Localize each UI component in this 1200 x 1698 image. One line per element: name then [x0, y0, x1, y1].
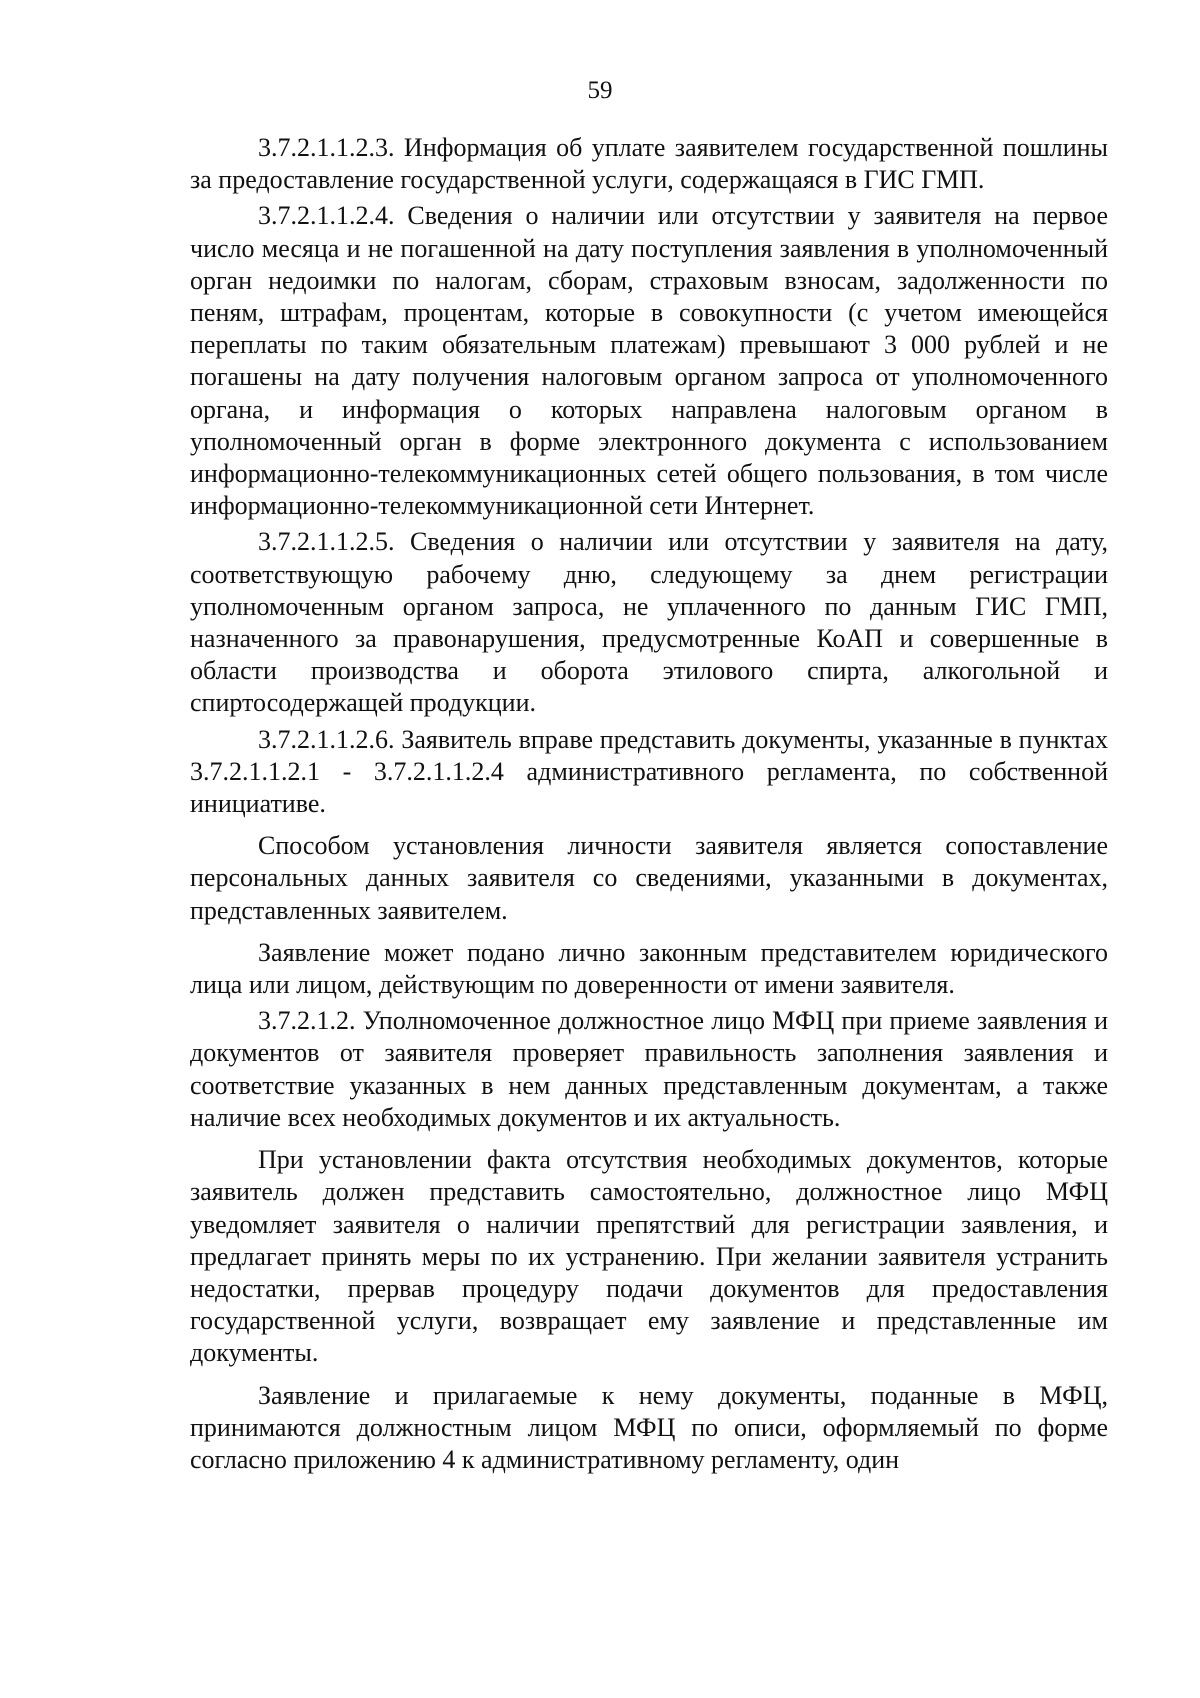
paragraph-identity-verification: Способом установления личности заявителя является сопоставление персональных данных заявителя со сведениями, указанными в документах, представленных заявителем. [190, 831, 1108, 925]
paragraph-3-7-2-1-1-2-5: 3.7.2.1.1.2.5. Сведения о наличии или отсутствии у заявителя на дату, соответствующую рабочему дню, следующему за днем регистрации уполномоченным органом запроса, не уплаченного по данным ГИС ГМП, назначенного за правонарушения, предусмотренные КоАП и совершенные в области производства и оборота этилового спирта, алкогольной и спиртосодержащей продукции. [190, 527, 1108, 718]
paragraph-3-7-2-1-1-2-3: 3.7.2.1.1.2.3. Информация об уплате заявителем государственной пошлины за предоставление государственной услуги, содержащаяся в ГИС ГМП. [190, 133, 1108, 195]
paragraph-3-7-2-1-1-2-6: 3.7.2.1.1.2.6. Заявитель вправе представить документы, указанные в пунктах 3.7.2.1.1.2.1 - 3.7.2.1.1.2.4 административного регламента, по собственной инициативе. [190, 724, 1108, 819]
paragraph-missing-documents: При установлении факта отсутствия необходимых документов, которые заявитель должен представить самостоятельно, должностное лицо МФЦ уведомляет заявителя о наличии препятствий для регистрации заявления, и предлагает принять меры по их устранению. При желании заявителя устранить недостатки, прервав процедуру подачи документов для предоставления государственной услуги, возвращает ему заявление и представленные им документы. [190, 1145, 1108, 1368]
page-number: 59 [587, 77, 613, 104]
paragraph-submission-by-representative: Заявление может подано лично законным представителем юридического лица или лицом, действующим по доверенности от имени заявителя. [190, 937, 1108, 1000]
paragraph-3-7-2-1-2: 3.7.2.1.2. Уполномоченное должностное лицо МФЦ при приеме заявления и документов от заявителя проверяет правильность заполнения заявления и соответствие указанных в нем данных представленным документам, а также наличие всех необходимых документов и их актуальность. [190, 1006, 1108, 1132]
paragraph-3-7-2-1-1-2-4: 3.7.2.1.1.2.4. Сведения о наличии или отсутствии у заявителя на первое число месяца и не погашенной на дату поступления заявления в уполномоченный орган недоимки по налогам, сборам, страховым взносам, задолженности по пеням, штрафам, процентам, которые в совокупности (с учетом имеющейся переплаты по таким обязательным платежам) превышают 3 000 рублей и не погашены на дату получения налоговым органом запроса от уполномоченного органа, и информация о которых направлена налоговым органом в уполномоченный орган в форме электронного документа с использованием информационно-телекоммуникационных сетей общего пользования, в том числе информационно-телекоммуникационной сети Интернет. [190, 201, 1108, 521]
document-body [190, 132, 1108, 1476]
paragraph-inventory-acceptance: Заявление и прилагаемые к нему документы, поданные в МФЦ, принимаются должностным лицом МФЦ по описи, оформляемый по форме согласно приложению 4 к административному регламенту, один [190, 1380, 1108, 1474]
